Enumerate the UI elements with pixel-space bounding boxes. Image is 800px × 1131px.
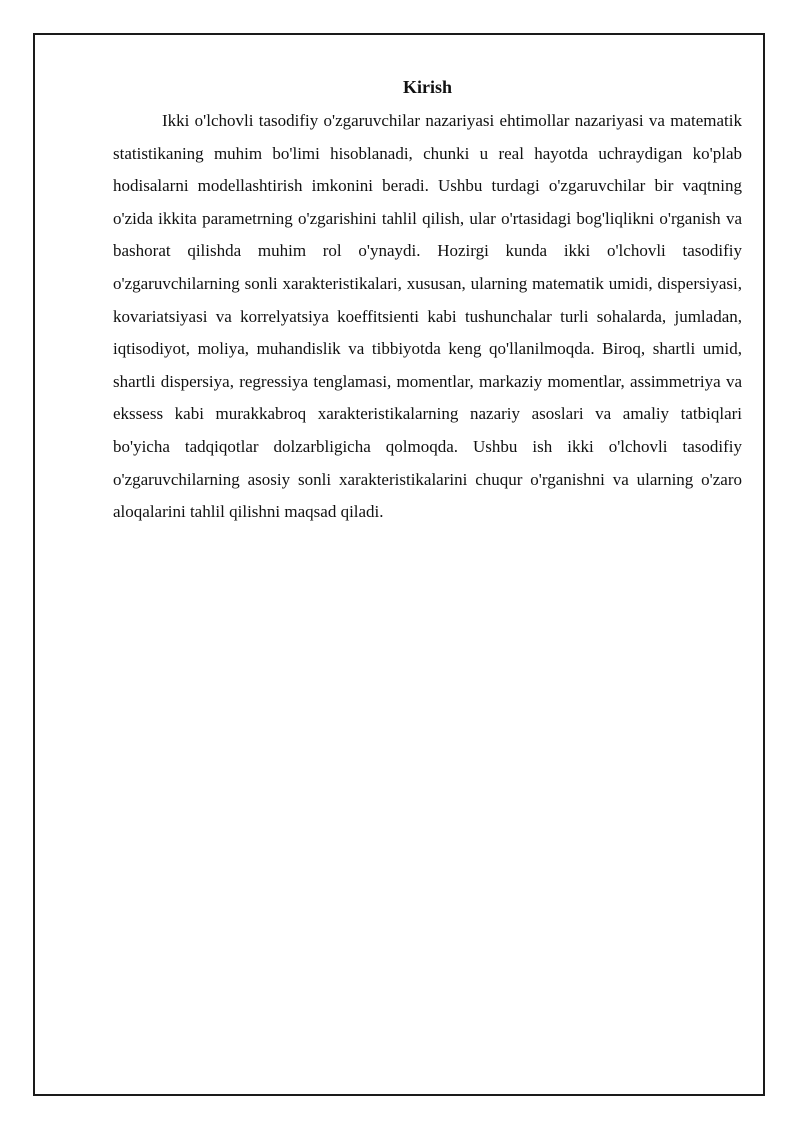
intro-paragraph: Ikki o'lchovli tasodifiy o'zgaruvchilar nazariyasi ehtimollar nazariyasi va matematik statistikaning muhim bo'limi hisoblanadi, chunki u real hayotda uchraydigan ko'plab hodisalarni modellashtirish imkonini beradi. Ushbu turdagi o'zgaruvchilar bir vaqtning o'zida ikkita parametrning o'zgarishini tahlil qilish, ular o'rtasidagi bog'liqlikni o'rganish va bashorat qilishda muhim rol o'ynaydi. Hozirgi kunda ikki o'lchovli tasodifiy o'zgaruvchilarning sonli xarakteristikalari, xususan, ularning matematik umidi, dispersiyasi, kovariatsiyasi va korrelyatsiya koeffitsienti kabi tushunchalar turli sohalarda, jumladan, iqtisodiyot, moliya, muhandislik va tibbiyotda keng qo'llanilmoqda. Biroq, shartli umid, shartli dispersiya, regressiya tenglamasi, momentlar, markaziy momentlar, assimmetriya va ekssess kabi murakkabroq xarakteristikalarning nazariy asoslari va amaliy tatbiqlari bo'yicha tadqiqotlar dolzarbligicha qolmoqda. Ushbu ish ikki o'lchovli tasodifiy o'zgaruvchilarning asosiy sonli xarakteristikalarini chuqur o'rganishni va ularning o'zaro aloqalarini tahlil qilishni maqsad qiladi.: [113, 111, 742, 522]
document-body: [113, 75, 742, 529]
section-title: Kirish: [402, 77, 452, 97]
